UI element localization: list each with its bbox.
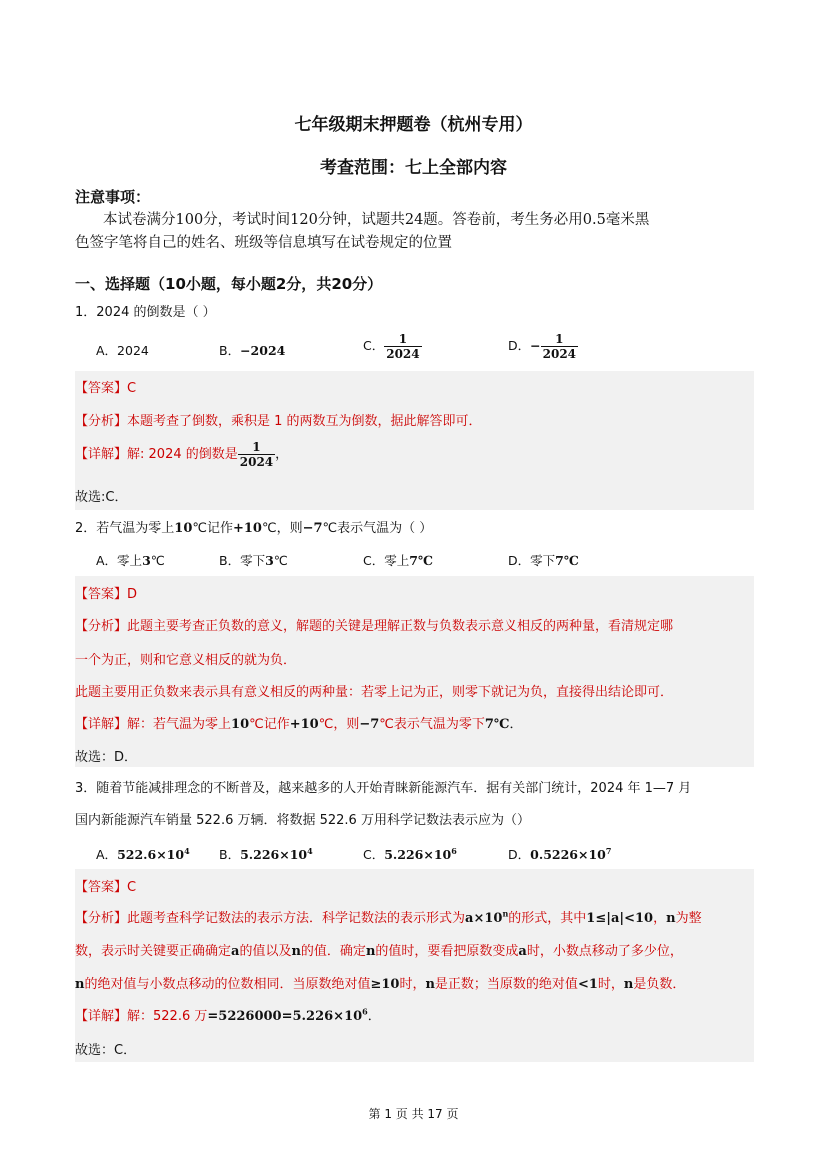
question-1-option-d: D．− $\frac{1}{2024}$ bbox=[508, 332, 577, 361]
question-3-stem-line1: 3．随着节能减排理念的不断普及，越来越多的人开始青睐新能源汽车．据有关部门统计，2024 年 1—7 月 bbox=[75, 781, 692, 796]
question-1-answer: 【答案】C bbox=[75, 381, 137, 396]
question-1-stem: 1．2024 的倒数是（ ） bbox=[75, 305, 216, 320]
page-title: 七年级期末押题卷（杭州专用） bbox=[294, 115, 533, 135]
question-1-option-b: B．−2024 bbox=[219, 343, 286, 358]
question-1-choice: 故选:C． bbox=[75, 490, 128, 505]
question-2-option-d: D．零下7℃ bbox=[508, 553, 579, 568]
question-2-solution-box bbox=[75, 576, 754, 767]
question-3-analysis-line2: 数，表示时关键要正确确定a的值以及n的值．确定n的值时，要看把原数变成a时，小数点移动了多少位， bbox=[75, 944, 683, 959]
question-3-analysis: 【分析】此题考查科学记数法的表示方法．科学记数法的表示形式为$a\times 10^n$的形式，其中1≤|a|<10，n为整 bbox=[75, 908, 702, 926]
question-1-option-c: C． $\frac{1}{2024}$ bbox=[363, 332, 420, 361]
notes-body-line2: 色签字笔将自己的姓名、班级等信息填写在试卷规定的位置 bbox=[75, 235, 452, 251]
question-3-analysis-line3: n的绝对值与小数点移动的位数相同．当原数绝对值≥10时，n是正数；当原数的绝对值<1时，n是负数． bbox=[75, 977, 686, 992]
question-3-option-a: A．$522.6\times 10^4$ bbox=[96, 845, 190, 862]
question-3-answer: 【答案】C bbox=[75, 880, 137, 895]
question-2-choice: 故选：D． bbox=[75, 750, 138, 765]
question-3-detail: 【详解】解：522.6 万$=5226000=5.226\times 10^6$． bbox=[75, 1006, 381, 1024]
question-2-stem: 2．若气温为零上10℃记作+10℃，则−7℃表示气温为（ ） bbox=[75, 521, 433, 536]
page-subtitle: 考查范围：七上全部内容 bbox=[320, 158, 507, 178]
question-1-option-a: A．2024 bbox=[96, 343, 149, 358]
question-2-option-b: B．零下3℃ bbox=[219, 553, 288, 568]
question-3-option-b: B．$5.226\times 10^4$ bbox=[219, 845, 313, 862]
question-2-option-c: C．零上7℃ bbox=[363, 553, 433, 568]
question-2-detail: 【详解】解：若气温为零上10℃记作+10℃，则−7℃表示气温为零下7℃． bbox=[75, 717, 523, 732]
question-3-option-d: D．$0.5226\times 10^7$ bbox=[508, 845, 612, 862]
fraction: $\frac{1}{2024}$ bbox=[239, 440, 274, 469]
question-1-detail: 【详解】解: 2024 的倒数是 $\frac{1}{2024}$ ， bbox=[75, 440, 289, 469]
question-3-option-c: C．$5.226\times 10^6$ bbox=[363, 845, 457, 862]
question-3-solution-box bbox=[75, 869, 754, 1062]
section-title: 一、选择题（10小题，每小题2分，共20分） bbox=[75, 275, 383, 293]
notes-heading: 注意事项： bbox=[75, 188, 151, 206]
question-3-stem-line2: 国内新能源汽车销量 522.6 万辆．将数据 522.6 万用科学记数法表示应为（） bbox=[75, 813, 530, 828]
notes-body-line1: 本试卷满分100分，考试时间120分钟，试题共24题。答卷前，考生务必用0.5毫米黑 bbox=[103, 212, 650, 228]
question-2-analysis-line3: 此题主要用正负数来表示具有意义相反的两种量：若零上记为正，则零下就记为负，直接得出结论即可． bbox=[75, 685, 674, 700]
question-2-analysis-line2: 一个为正，则和它意义相反的就为负． bbox=[75, 653, 297, 668]
question-2-analysis: 【分析】此题主要考查正负数的意义，解题的关键是理解正数与负数表示意义相反的两种量，看清规定哪 bbox=[75, 619, 674, 634]
question-3-choice: 故选：C． bbox=[75, 1043, 137, 1058]
page-number-footer: 第 1 页 共 17 页 bbox=[368, 1107, 459, 1121]
fraction: $\frac{1}{2024}$ bbox=[542, 332, 577, 361]
question-2-answer: 【答案】D bbox=[75, 587, 138, 602]
question-1-analysis: 【分析】本题考查了倒数，乘积是 1 的两数互为倒数，据此解答即可． bbox=[75, 414, 482, 429]
fraction: $\frac{1}{2024}$ bbox=[386, 332, 420, 361]
question-2-option-a: A．零上3℃ bbox=[96, 553, 165, 568]
